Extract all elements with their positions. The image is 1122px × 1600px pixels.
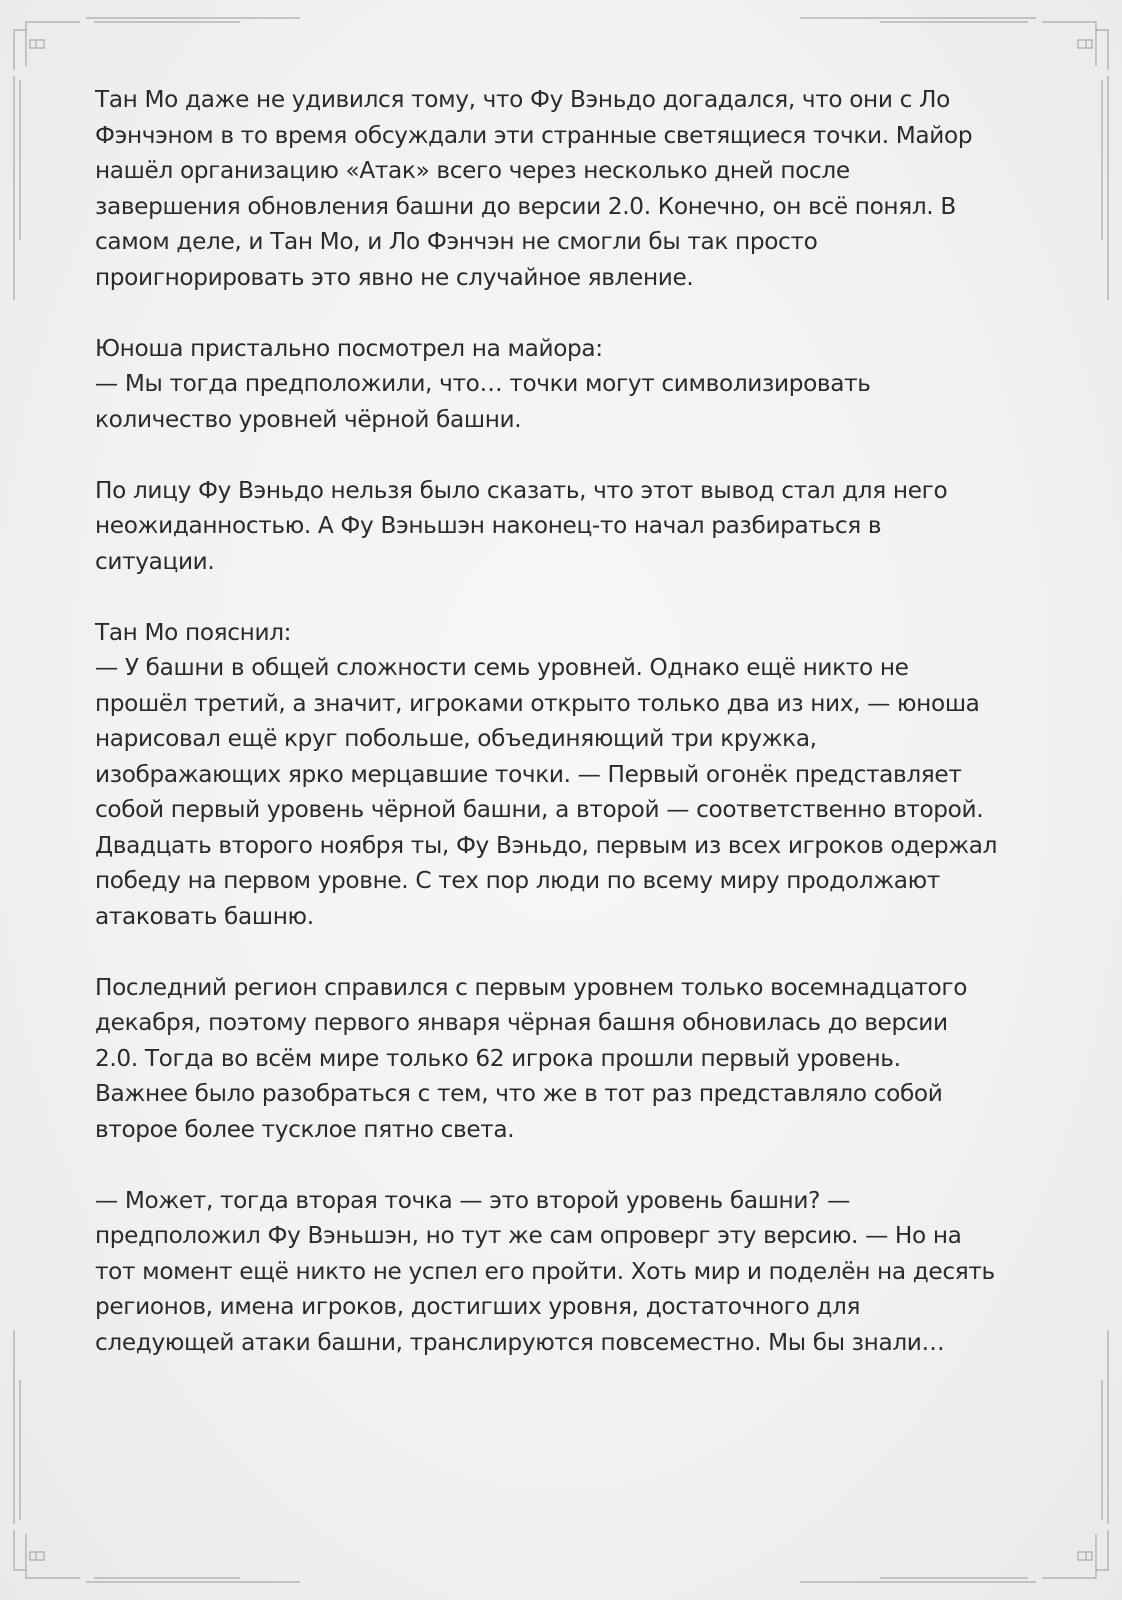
text-line: Тан Мо пояснил: xyxy=(95,618,292,646)
text-line: второе более тусклое пятно света. xyxy=(95,1115,515,1143)
paragraph xyxy=(95,331,1035,438)
text-line: самом деле, и Тан Мо, и Ло Фэнчэн не смогли бы так просто xyxy=(95,228,818,255)
text-line: Важнее было разобраться с тем, что же в тот раз представляло собой xyxy=(95,1080,943,1107)
paragraph xyxy=(95,970,1035,1148)
text-line: 2.0. Тогда во всём мире только 62 игрока прошли первый уровень. xyxy=(95,1044,901,1072)
text-line: Юноша пристально посмотрел на майора: xyxy=(95,334,603,362)
paragraph xyxy=(95,82,1035,295)
text-line: ситуации. xyxy=(95,547,215,575)
text-line: нарисовал ещё круг побольше, объединяющий три кружка, xyxy=(95,725,817,752)
text-line: изображающих ярко мерцавшие точки. — Первый огонёк представляет xyxy=(95,760,962,788)
text-line: тот момент ещё никто не успел его пройти. Хоть мир и поделён на десять xyxy=(95,1257,995,1285)
text-line: собой первый уровень чёрной башни, а второй — соответственно второй. xyxy=(95,796,984,823)
text-line: — Может, тогда вторая точка — это второй уровень башни? — xyxy=(95,1186,850,1214)
text-line: атаковать башню. xyxy=(95,902,314,930)
text-line: регионов, имена игроков, достигших уровня, достаточного для xyxy=(95,1293,861,1320)
text-line: Двадцать второго ноября ты, Фу Вэньдо, первым из всех игроков одержал xyxy=(95,831,998,859)
text-line: следующей атаки башни, транслируются повсеместно. Мы бы знали… xyxy=(95,1328,945,1356)
text-line: количество уровней чёрной башни. xyxy=(95,405,522,433)
text-line: предположил Фу Вэньшэн, но тут же сам опроверг эту версию. — Но на xyxy=(95,1222,962,1249)
text-line: Фэнчэном в то время обсуждали эти странные светящиеся точки. Майор xyxy=(95,121,973,149)
paragraph xyxy=(95,1183,1035,1361)
text-line: Тан Мо даже не удивился тому, что Фу Вэньдо догадался, что они с Ло xyxy=(95,86,950,113)
text-line: нашёл организацию «Атак» всего через несколько дней после xyxy=(95,157,850,184)
text-line: прошёл третий, а значит, игроками открыто только два из них, — юноша xyxy=(95,689,980,717)
text-line: победу на первом уровне. С тех пор люди по всему миру продолжают xyxy=(95,867,940,894)
document-body xyxy=(95,82,1035,1396)
text-line: проигнорировать это явно не случайное явление. xyxy=(95,263,694,291)
text-line: — Мы тогда предположили, что… точки могут символизировать xyxy=(95,370,871,397)
text-line: неожиданностью. А Фу Вэньшэн наконец-то начал разбираться в xyxy=(95,512,882,539)
text-line: По лицу Фу Вэньдо нельзя было сказать, что этот вывод стал для него xyxy=(95,476,948,504)
text-line: — У башни в общей сложности семь уровней. Однако ещё никто не xyxy=(95,654,909,681)
text-line: Последний регион справился с первым уровнем только восемнадцатого xyxy=(95,973,968,1001)
paragraph xyxy=(95,615,1035,935)
text-line: декабря, поэтому первого января чёрная башня обновилась до версии xyxy=(95,1009,948,1036)
text-line: завершения обновления башни до версии 2.0. Конечно, он всё понял. В xyxy=(95,192,956,220)
paragraph xyxy=(95,473,1035,580)
